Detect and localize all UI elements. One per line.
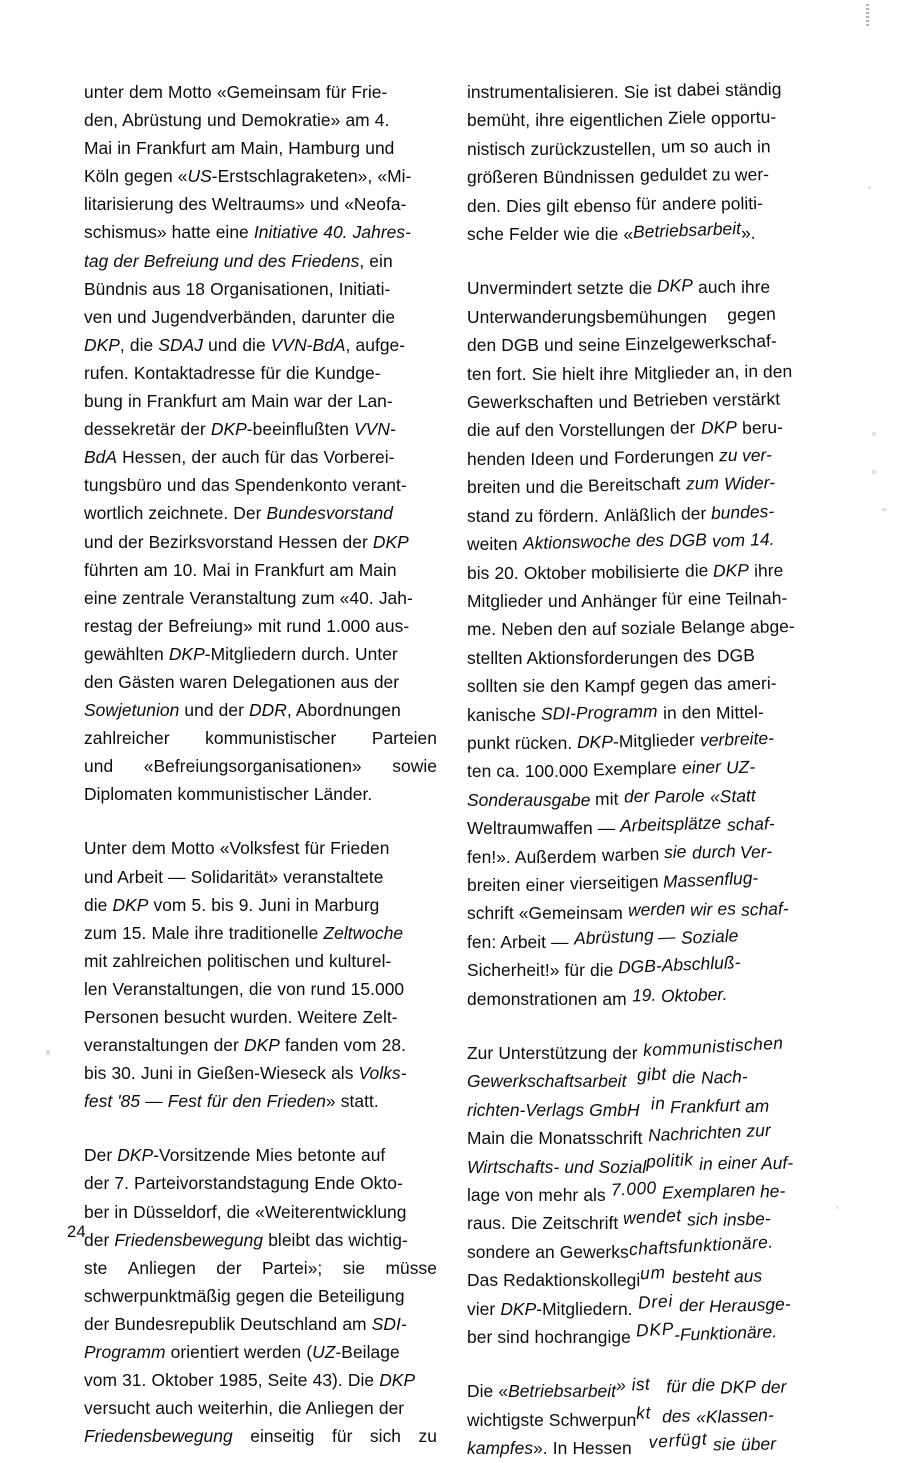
text-line: lage von mehr als 7.000 Exemplaren he- [467, 1177, 786, 1206]
text-line: kampfes». In Hessen verfügt sie über [467, 1428, 776, 1459]
text-line: schismus» hatte eine Initiative 40. Jahres- [84, 222, 411, 243]
paragraph [467, 78, 820, 248]
text-line: eine zentrale Veranstaltung zum «40. Jah- [84, 587, 413, 608]
text-line: bung in Frankfurt am Main war der Lan- [84, 391, 393, 412]
page-number: 24 [67, 1223, 86, 1241]
text-line: breiten einer vierseitigen Massenflug- [467, 867, 759, 895]
text-line: ste Anliegen der Partei»; sie müsse [84, 1257, 437, 1278]
text-line: kanische SDI-Programm in den Mittel- [467, 700, 764, 725]
text-line: größeren Bündnissen geduldet zu wer- [467, 163, 770, 188]
text-line: me. Neben den auf soziale Belange abge- [467, 615, 796, 640]
text-line: der Friedensbewegung bleibt das wichtig- [84, 1229, 408, 1250]
text-line: instrumentalisieren. Sie ist dabei ständig [467, 78, 782, 102]
text-line: tungsbüro und das Spendenkonto verant- [84, 475, 407, 496]
scan-registration-mark-icon [866, 4, 869, 26]
text-line: Programm orientiert werden (UZ-Beilage [84, 1342, 400, 1363]
text-line: stellten Aktionsforderungen des DGB [467, 644, 755, 668]
text-line: führten am 10. Mai in Frankfurt am Main [84, 559, 397, 580]
text-line: Mai in Frankfurt am Main, Hamburg und [84, 138, 395, 159]
text-line: fest '85 — Fest für den Frieden» statt. [84, 1091, 379, 1112]
text-line: len Veranstaltungen, die von rund 15.000 [84, 978, 405, 999]
text-line: dessekretär der DKP-beeinflußten VVN- [84, 419, 396, 440]
text-column-right [467, 78, 820, 1463]
text-line: stand zu fördern. Anläßlich der bundes- [467, 500, 775, 526]
text-line: henden Ideen und Forderungen zu ver- [467, 444, 773, 469]
text-line: Sonderausgabe mit der Parole «Statt [467, 784, 757, 810]
text-line: sche Felder wie die «Betriebsarbeit». [467, 218, 756, 245]
text-line: Mitglieder und Anhänger für eine Teilnah- [467, 587, 788, 611]
text-line: und «Befreiungsorganisationen» sowie [84, 756, 437, 777]
text-line: ten ca. 100.000 Exemplare einer UZ- [467, 756, 756, 782]
text-line: Sicherheit!» für die DGB-Abschluß- [467, 952, 742, 981]
text-line: ber sind hochrangige DKP-Funktionäre. [467, 1318, 778, 1348]
text-line: schrift «Gemeinsam werden wir es schaf- [467, 898, 790, 924]
text-line: Wirtschafts- und Sozialpolitik in einer Auf- [467, 1148, 794, 1177]
text-line: Köln gegen «US-Erstschlagraketen», «Mi- [84, 166, 412, 187]
text-line: litarisierung des Weltraums» und «Neofa- [84, 194, 407, 215]
text-line: breiten und die Bereitschaft zum Wider- [467, 472, 776, 498]
text-line: Unterwanderungsbemühungen gegen [467, 303, 777, 327]
text-column-left [84, 78, 437, 1450]
text-line: den. Dies gilt ebenso für andere politi- [467, 192, 764, 216]
text-line: Der DKP-Vorsitzende Mies betonte auf [84, 1145, 386, 1166]
text-line: der 7. Parteivorstandstagung Ende Okto- [84, 1173, 403, 1194]
scan-speck [872, 470, 876, 474]
scan-speck [46, 1050, 50, 1055]
text-line: tag der Befreiung und des Friedens, ein [84, 250, 393, 271]
text-line: Friedensbewegung einseitig für sich zu [84, 1426, 437, 1447]
text-line: Zur Unterstützung der kommunistischen [467, 1032, 784, 1063]
paragraph [467, 274, 820, 1013]
text-line: Das Redaktionskollegium besteht aus [467, 1261, 763, 1291]
text-line: sondere an Gewerkschaftsfunktionäre. [467, 1231, 774, 1262]
text-line: bemüht, ihre eigentlichen Ziele opportu- [467, 107, 777, 131]
text-line: unter dem Motto «Gemeinsam für Frie- [84, 82, 388, 102]
text-line: zahlreicher kommunistischer Parteien [84, 728, 437, 749]
text-line: ven und Jugendverbänden, darunter die [84, 306, 396, 327]
text-line: bis 30. Juni in Gießen-Wieseck als Volks- [84, 1063, 407, 1084]
paragraph [84, 1141, 437, 1450]
paragraph [84, 834, 437, 1115]
scan-speck [836, 1206, 839, 1209]
text-line: bis 20. Oktober mobilisierte die DKP ihre [467, 559, 784, 583]
text-line: nistisch zurückzustellen, um so auch in [467, 135, 771, 159]
text-line: weiten Aktionswoche des DGB vom 14. [467, 528, 775, 555]
text-line: wichtigste Schwerpunkt des «Klassen- [467, 1401, 774, 1430]
text-line: rufen. Kontaktadresse für die Kundge- [84, 362, 381, 383]
text-line: gewählten DKP-Mitgliedern durch. Unter [84, 643, 398, 664]
text-line: mit zahlreichen politischen und kulturel- [84, 950, 392, 971]
text-line: demonstrationen am 19. Oktober. [467, 983, 728, 1009]
text-line: restag der Befreiung» mit rund 1.000 aus- [84, 615, 410, 636]
text-line: fen!». Außerdem warben sie durch Ver- [467, 840, 773, 867]
text-line: DKP, die SDAJ und die VVN-BdA, aufge- [84, 334, 406, 355]
text-line: BdA Hessen, der auch für das Vorberei- [84, 447, 395, 468]
scan-speck [872, 432, 876, 436]
text-line: Diplomaten kommunistischer Länder. [84, 784, 373, 805]
scan-speck [868, 186, 871, 189]
text-line: Die «Betriebsarbeit» ist für die DKP der [467, 1373, 787, 1402]
scan-speck [882, 508, 887, 511]
text-line: Gewerkschaften und Betrieben verstärkt [467, 388, 781, 413]
paragraph [84, 78, 437, 808]
text-line: Personen besucht wurden. Weitere Zelt- [84, 1007, 398, 1027]
text-line: und der Bezirksvorstand Hessen der DKP [84, 531, 409, 552]
text-line: richten-Verlags GmbH in Frankfurt am [467, 1092, 770, 1120]
paragraph [467, 1032, 820, 1351]
text-line: Weltraumwaffen — Arbeitsplätze schaf- [467, 812, 775, 839]
text-line: Bündnis aus 18 Organisationen, Initiati- [84, 278, 391, 299]
text-line: Sowjetunion und der DDR, Abordnungen [84, 700, 401, 721]
text-line: Main die Monatsschrift Nachrichten zur [467, 1120, 771, 1149]
text-line: Gewerkschaftsarbeit gibt die Nach- [467, 1063, 748, 1092]
text-line: die auf den Vorstellungen der DKP beru- [467, 417, 783, 441]
text-line: raus. Die Zeitschrift wendet sich insbe- [467, 1205, 772, 1234]
text-line: schwerpunktmäßig gegen die Beteiligung [84, 1285, 405, 1306]
text-line: den DGB und seine Einzelgewerkschaf- [467, 330, 778, 356]
text-line: die DKP vom 5. bis 9. Juni in Marburg [84, 894, 380, 915]
text-line: Unter dem Motto «Volksfest für Frieden [84, 838, 390, 859]
text-line: und Arbeit — Solidarität» veranstaltete [84, 866, 384, 887]
text-line: ber in Düsseldorf, die «Weiterentwicklung [84, 1201, 407, 1222]
text-line: vom 31. Oktober 1985, Seite 43). Die DKP [84, 1370, 416, 1391]
text-line: wortlich zeichnete. Der Bundesvorstand [84, 503, 393, 524]
paragraph [467, 1373, 820, 1462]
text-line: den Gästen waren Delegationen aus der [84, 671, 400, 692]
text-line: ten fort. Sie hielt ihre Mitglieder an, in den [467, 360, 793, 384]
text-line: punkt rücken. DKP-Mitglieder verbreite- [467, 727, 775, 753]
text-line: vier DKP-Mitgliedern. Drei der Herausge- [467, 1289, 791, 1319]
text-line: der Bundesrepublik Deutschland am SDI- [84, 1313, 407, 1334]
text-line: sollten sie den Kampf gegen das ameri- [467, 672, 777, 697]
text-line: fen: Arbeit — Abrüstung — Soziale [467, 924, 739, 952]
text-line: den, Abrüstung und Demokratie» am 4. [84, 110, 390, 131]
text-line: Unvermindert setzte die DKP auch ihre [467, 275, 771, 299]
text-line: zum 15. Male ihre traditionelle Zeltwoche [84, 922, 404, 943]
text-line: versucht auch weiterhin, die Anliegen der [84, 1398, 405, 1419]
text-line: veranstaltungen der DKP fanden vom 28. [84, 1035, 406, 1056]
